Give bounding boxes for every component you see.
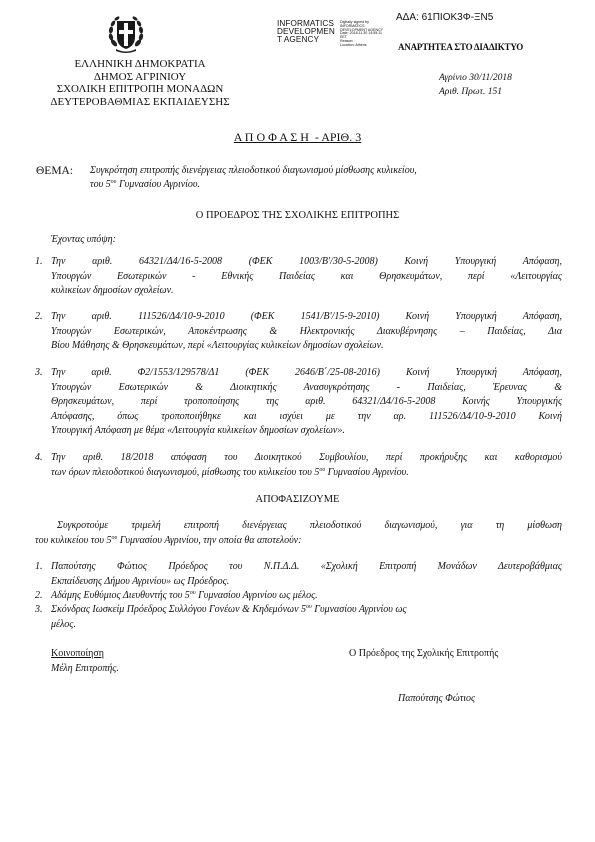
member-line: μέλος. xyxy=(51,618,76,630)
committee-member-3 xyxy=(35,603,562,632)
item-line: Την αριθ. 64321/Δ4/16-5-2008 (ΦΕΚ 1003/Β'/30-5-2008) Κοινή Υπουργική Απόφαση, xyxy=(51,256,562,267)
item-line: Την αριθ. Φ2/1553/129578/Δ1 (ΦΕΚ 2646/Β΄/25-08-2016) Κοινή Υπουργική Απόφαση, xyxy=(51,367,562,378)
signature-detail-line: EET xyxy=(340,35,347,40)
document-date: Αγρίνιο 30/11/2018 xyxy=(439,73,512,83)
ada-code: ΑΔΑ: 61ΠΙΟΚ3Φ-ΞΝ5 xyxy=(396,12,494,23)
member-text: Αδάμης Ευθύμιος Διευθυντής του 5 xyxy=(51,590,190,601)
item-line: Υπουργών Εσωτερικών & Διοικητικής Ανασυγκρότησης - Παιδείας, Έρευνας & xyxy=(51,381,562,393)
member-line: Εκπαίδευσης Δήμου Αγρινίου» ως Πρόεδρος. xyxy=(51,575,230,587)
ordinal-suffix: ου xyxy=(111,534,118,541)
item-number: 1. xyxy=(35,256,43,267)
decision-text: του κυλικείου του 5 xyxy=(35,534,112,546)
signature-detail-line: DEVELOPMENT AGENCY xyxy=(340,27,384,32)
decision-text: Γυμνασίου Αγρινίου, την οποία θα αποτελούν: xyxy=(117,534,302,546)
item-line: Θρησκευμάτων, περί τροποποίησης της αριθ. 64321/Δ4/16-5-2008 Κοινής Υπουργικής xyxy=(51,396,562,407)
organization-header xyxy=(20,58,260,108)
ordinal-suffix: ου xyxy=(306,604,312,610)
signature-detail-line: Date: 2018.11.30 14:55:11 xyxy=(340,31,383,36)
decision-paragraph xyxy=(35,519,562,548)
subject-text: Γυμνασίου Αγρινίου. xyxy=(116,179,201,190)
member-text: Γυμνασίου Αγρινίου ως μέλος. xyxy=(195,590,318,601)
org-education: ΔΕΥΤΕΡΟΒΑΘΜΙΑΣ ΕΚΠΑΙΔΕΥΣΗΣ xyxy=(50,95,230,108)
org-committee: ΣΧΟΛΙΚΗ ΕΠΙΤΡΟΠΗ ΜΟΝΑΔΩΝ xyxy=(56,83,224,95)
signatory-name: Παπούτσης Φώτιος xyxy=(398,693,476,704)
item-line: κυλικείων δημοσίων σχολείων. xyxy=(51,285,174,296)
digital-signature-details xyxy=(340,21,398,48)
item-line xyxy=(51,466,562,481)
ordinal-suffix: ου xyxy=(189,590,196,596)
item-text: Γυμνασίου Αγρινίου. xyxy=(325,466,409,478)
signature-detail-line: Location: Athens xyxy=(340,42,367,47)
org-country: ΕΛΛΗΝΙΚΗ ΔΗΜΟΚΡΑΤΙΑ xyxy=(74,58,206,70)
item-number: 2. xyxy=(35,590,43,601)
decision-line-1: Συγκροτούμε τριμελή επιτροπή διενέργειας πλειοδοτικού διαγωνισμού, για τη μίσθωση xyxy=(57,520,562,531)
item-number: 3. xyxy=(35,604,43,615)
member-text: Γυμνασίου Αγρινίου ως xyxy=(311,604,407,615)
item-line: Βίου Μάθησης & Θρησκευμάτων, περί «Λειτουργίας κυλικείων δημοσίων σχολείων. xyxy=(51,340,384,351)
notification-label: Κοινοποίηση xyxy=(51,648,105,659)
agency-line: T AGENCY xyxy=(277,35,320,45)
item-line: Την αριθ. 111526/Δ4/10-9-2010 (ΦΕΚ 1541/Β'/15-9-2010) Κοινή Υπουργική Απόφαση, xyxy=(51,311,562,322)
item-number: 1. xyxy=(35,561,43,572)
consideration-item-4 xyxy=(35,451,562,480)
member-text: Σκόνδρας Ιωσκείμ Πρόεδρος Συλλόγου Γονέων & Κηδεμόνων 5 xyxy=(51,604,307,615)
protocol-number: Αριθ. Πρωτ. 151 xyxy=(439,87,502,97)
signature-detail-line: INFORMATICS xyxy=(340,23,365,28)
subject-text: του 5 xyxy=(90,179,111,190)
greek-coat-of-arms-emblem xyxy=(106,13,146,55)
notification-recipients: Μέλη Επιτροπής. xyxy=(51,663,119,674)
subject-label: ΘΕΜΑ: xyxy=(36,165,74,177)
signature-detail-line: Reason: xyxy=(340,38,354,43)
item-line: Υπουργών Εσωτερικών - Εθνικής Παιδείας και Θρησκευμάτων, περί «Λειτουργίας xyxy=(51,270,562,282)
member-line xyxy=(51,589,562,604)
item-number: 2. xyxy=(35,311,43,322)
considering-label: Έχοντας υπόψη: xyxy=(51,234,116,245)
agency-line: INFORMATICS xyxy=(277,19,334,28)
consideration-item-1 xyxy=(35,255,562,299)
agency-line: DEVELOPMEN xyxy=(277,27,335,37)
signatory-title: Ο Πρόεδρος της Σχολικής Επιτροπής xyxy=(349,648,499,659)
ordinal-suffix: ου xyxy=(110,179,117,185)
member-line: Παπούτσης Φώτιος Πρόεδρος του Ν.Π.Δ.Δ. «Σχολική Επιτροπή Μονάδων Δευτεροβάθμιας xyxy=(51,561,562,572)
item-line: Απόφασης, όπως τροποποιήθηκε και ισχύει με την αρ. 111526/Δ4/10-9-2010 Κοινή xyxy=(51,410,562,422)
president-heading: Ο ΠΡΟΕΔΡΟΣ ΤΗΣ ΣΧΟΛΙΚΗΣ ΕΠΙΤΡΟΠΗΣ xyxy=(195,210,400,221)
committee-member-2 xyxy=(35,589,562,604)
item-number: 4. xyxy=(35,452,43,463)
consideration-item-3 xyxy=(35,366,562,439)
decision-line-2 xyxy=(35,534,562,549)
item-text: των όρων πλειοδοτικού διαγωνισμού, μίσθωσης του κυλικείου του 5 xyxy=(51,466,320,478)
member-line xyxy=(51,603,562,618)
org-municipality: ΔΗΜΟΣ ΑΓΡΙΝΙΟΥ xyxy=(93,70,187,83)
decision-title: Α Π Ο Φ Α Σ Η - ΑΡΙΘ. 3 xyxy=(233,130,362,144)
item-line: Υπουργική Απόφαση με θέμα «Λειτουργία κυλικείων δημοσίων σχολείων». xyxy=(51,425,345,436)
item-number: 3. xyxy=(35,367,43,378)
digital-signature-label xyxy=(277,20,341,45)
ordinal-suffix: ου xyxy=(319,466,326,473)
posted-online-notice: ΑΝΑΡΤΗΤΕΑ ΣΤΟ ΔΙΑΔΙΚΤΥΟ xyxy=(398,42,524,52)
committee-member-1 xyxy=(35,560,562,589)
item-line: Την αριθ. 18/2018 απόφαση του Διοικητικού Συμβουλίου, περί προκήρυξης και καθορισμού xyxy=(51,452,562,463)
subject-line-2 xyxy=(90,179,200,190)
consideration-item-2 xyxy=(35,310,562,354)
item-line: Υπουργών Εσωτερικών, Αποκέντρωσης & Ηλεκτρονικής Διακυβέρνησης – Παιδείας, Δια xyxy=(51,325,562,337)
decide-heading: ΑΠΟΦΑΣΙΖΟΥΜΕ xyxy=(255,494,340,505)
subject-line-1: Συγκρότηση επιτροπής διενέργειας πλειοδοτικού διαγωνισμού μίσθωσης κυλικείου, xyxy=(90,165,417,176)
signature-detail-line: Digitally signed by xyxy=(340,20,369,24)
